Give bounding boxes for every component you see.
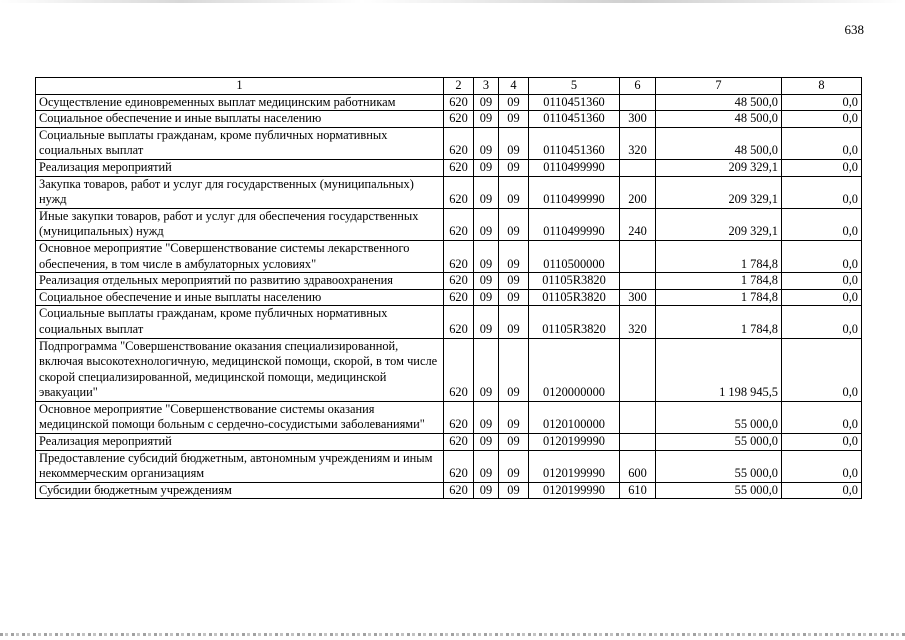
table-row — [36, 450, 862, 482]
cell-subsection: 09 — [499, 289, 529, 306]
cell-ministry-code: 620 — [444, 434, 474, 451]
cell-subsection: 09 — [499, 450, 529, 482]
cell-target-article: 0120199990 — [529, 434, 620, 451]
column-header-7: 7 — [656, 78, 782, 95]
cell-amount-2: 0,0 — [782, 208, 862, 240]
cell-name: Предоставление субсидий бюджетным, автономным учреждениям и иным некоммерческим организациям — [36, 450, 444, 482]
cell-section: 09 — [474, 450, 499, 482]
cell-section: 09 — [474, 401, 499, 433]
cell-section: 09 — [474, 434, 499, 451]
cell-subsection: 09 — [499, 338, 529, 401]
column-header-6: 6 — [620, 78, 656, 95]
cell-expense-type — [620, 159, 656, 176]
cell-expense-type — [620, 338, 656, 401]
cell-target-article: 0110451360 — [529, 127, 620, 159]
cell-name: Социальные выплаты гражданам, кроме публичных нормативных социальных выплат — [36, 127, 444, 159]
cell-amount-2: 0,0 — [782, 240, 862, 272]
table-row — [36, 208, 862, 240]
cell-ministry-code: 620 — [444, 289, 474, 306]
cell-amount: 55 000,0 — [656, 401, 782, 433]
cell-ministry-code: 620 — [444, 273, 474, 290]
cell-amount: 55 000,0 — [656, 434, 782, 451]
scan-edge-bottom — [0, 633, 905, 636]
table-row — [36, 111, 862, 128]
cell-section: 09 — [474, 159, 499, 176]
cell-target-article: 0110499990 — [529, 208, 620, 240]
column-header-8: 8 — [782, 78, 862, 95]
cell-target-article: 0120199990 — [529, 450, 620, 482]
cell-amount: 48 500,0 — [656, 127, 782, 159]
cell-subsection: 09 — [499, 111, 529, 128]
table-row — [36, 159, 862, 176]
cell-subsection: 09 — [499, 306, 529, 338]
cell-subsection: 09 — [499, 94, 529, 111]
cell-name: Закупка товаров, работ и услуг для государственных (муниципальных) нужд — [36, 176, 444, 208]
cell-name: Реализация отдельных мероприятий по развитию здравоохранения — [36, 273, 444, 290]
page-number: 638 — [844, 22, 864, 37]
cell-amount-2: 0,0 — [782, 273, 862, 290]
cell-subsection: 09 — [499, 273, 529, 290]
cell-expense-type: 320 — [620, 127, 656, 159]
cell-expense-type — [620, 273, 656, 290]
scan-edge-top — [0, 0, 905, 3]
cell-amount: 209 329,1 — [656, 159, 782, 176]
cell-expense-type — [620, 94, 656, 111]
cell-amount: 1 784,8 — [656, 240, 782, 272]
cell-target-article: 0110451360 — [529, 111, 620, 128]
budget-table — [35, 77, 862, 499]
cell-ministry-code: 620 — [444, 482, 474, 499]
cell-amount-2: 0,0 — [782, 127, 862, 159]
cell-target-article: 0110499990 — [529, 159, 620, 176]
cell-amount-2: 0,0 — [782, 482, 862, 499]
cell-section: 09 — [474, 482, 499, 499]
cell-amount: 55 000,0 — [656, 482, 782, 499]
cell-subsection: 09 — [499, 482, 529, 499]
cell-amount: 55 000,0 — [656, 450, 782, 482]
cell-subsection: 09 — [499, 434, 529, 451]
cell-amount: 1 784,8 — [656, 273, 782, 290]
cell-section: 09 — [474, 127, 499, 159]
cell-section: 09 — [474, 306, 499, 338]
cell-name: Субсидии бюджетным учреждениям — [36, 482, 444, 499]
cell-ministry-code: 620 — [444, 208, 474, 240]
cell-name: Социальное обеспечение и иные выплаты населению — [36, 289, 444, 306]
cell-amount: 209 329,1 — [656, 176, 782, 208]
table-row — [36, 240, 862, 272]
cell-ministry-code: 620 — [444, 450, 474, 482]
cell-subsection: 09 — [499, 127, 529, 159]
cell-name: Основное мероприятие "Совершенствование системы оказания медицинской помощи больным с сердечно-сосудистыми заболеваниями" — [36, 401, 444, 433]
cell-amount-2: 0,0 — [782, 434, 862, 451]
cell-subsection: 09 — [499, 208, 529, 240]
header-row — [36, 78, 862, 95]
table-row — [36, 289, 862, 306]
cell-name: Основное мероприятие "Совершенствование системы лекарственного обеспечения, в том числе в амбулаторных условиях" — [36, 240, 444, 272]
cell-name: Социальные выплаты гражданам, кроме публичных нормативных социальных выплат — [36, 306, 444, 338]
cell-expense-type: 600 — [620, 450, 656, 482]
cell-target-article: 0110500000 — [529, 240, 620, 272]
cell-expense-type: 200 — [620, 176, 656, 208]
cell-amount-2: 0,0 — [782, 176, 862, 208]
column-header-1: 1 — [36, 78, 444, 95]
cell-ministry-code: 620 — [444, 401, 474, 433]
cell-section: 09 — [474, 111, 499, 128]
cell-amount: 48 500,0 — [656, 111, 782, 128]
table-row — [36, 127, 862, 159]
cell-name: Иные закупки товаров, работ и услуг для обеспечения государственных (муниципальных) нужд — [36, 208, 444, 240]
cell-expense-type — [620, 401, 656, 433]
cell-section: 09 — [474, 208, 499, 240]
column-header-5: 5 — [529, 78, 620, 95]
cell-subsection: 09 — [499, 401, 529, 433]
cell-name: Подпрограмма "Совершенствование оказания специализированной, включая высокотехнологичную, медицинской помощи, скорой, в том числе скорой специализированной, медицинской помощи, медицинской эвакуации" — [36, 338, 444, 401]
cell-expense-type: 300 — [620, 289, 656, 306]
cell-amount-2: 0,0 — [782, 111, 862, 128]
table-row — [36, 338, 862, 401]
cell-ministry-code: 620 — [444, 240, 474, 272]
column-header-3: 3 — [474, 78, 499, 95]
cell-amount-2: 0,0 — [782, 306, 862, 338]
cell-name: Реализация мероприятий — [36, 434, 444, 451]
cell-section: 09 — [474, 289, 499, 306]
budget-table-container — [35, 77, 862, 499]
cell-target-article: 01105R3820 — [529, 289, 620, 306]
cell-subsection: 09 — [499, 159, 529, 176]
table-body — [36, 94, 862, 499]
cell-ministry-code: 620 — [444, 338, 474, 401]
cell-ministry-code: 620 — [444, 306, 474, 338]
cell-section: 09 — [474, 176, 499, 208]
cell-amount: 48 500,0 — [656, 94, 782, 111]
cell-amount-2: 0,0 — [782, 159, 862, 176]
cell-expense-type — [620, 240, 656, 272]
cell-expense-type: 610 — [620, 482, 656, 499]
cell-subsection: 09 — [499, 176, 529, 208]
table-header — [36, 78, 862, 95]
table-row — [36, 306, 862, 338]
cell-name: Реализация мероприятий — [36, 159, 444, 176]
cell-amount-2: 0,0 — [782, 450, 862, 482]
cell-amount: 209 329,1 — [656, 208, 782, 240]
cell-section: 09 — [474, 94, 499, 111]
cell-name: Осуществление единовременных выплат медицинским работникам — [36, 94, 444, 111]
cell-section: 09 — [474, 273, 499, 290]
table-row — [36, 273, 862, 290]
cell-amount-2: 0,0 — [782, 401, 862, 433]
cell-amount-2: 0,0 — [782, 94, 862, 111]
column-header-4: 4 — [499, 78, 529, 95]
cell-target-article: 01105R3820 — [529, 306, 620, 338]
cell-ministry-code: 620 — [444, 159, 474, 176]
cell-target-article: 0120100000 — [529, 401, 620, 433]
cell-expense-type: 300 — [620, 111, 656, 128]
cell-target-article: 0120199990 — [529, 482, 620, 499]
cell-amount-2: 0,0 — [782, 338, 862, 401]
cell-ministry-code: 620 — [444, 127, 474, 159]
cell-target-article: 0110451360 — [529, 94, 620, 111]
cell-subsection: 09 — [499, 240, 529, 272]
cell-expense-type — [620, 434, 656, 451]
column-header-2: 2 — [444, 78, 474, 95]
cell-amount: 1 784,8 — [656, 289, 782, 306]
cell-amount: 1 784,8 — [656, 306, 782, 338]
cell-amount-2: 0,0 — [782, 289, 862, 306]
cell-expense-type: 240 — [620, 208, 656, 240]
cell-target-article: 01105R3820 — [529, 273, 620, 290]
cell-expense-type: 320 — [620, 306, 656, 338]
cell-ministry-code: 620 — [444, 94, 474, 111]
table-row — [36, 434, 862, 451]
cell-name: Социальное обеспечение и иные выплаты населению — [36, 111, 444, 128]
table-row — [36, 94, 862, 111]
cell-target-article: 0110499990 — [529, 176, 620, 208]
cell-amount: 1 198 945,5 — [656, 338, 782, 401]
cell-section: 09 — [474, 338, 499, 401]
table-row — [36, 482, 862, 499]
cell-target-article: 0120000000 — [529, 338, 620, 401]
cell-section: 09 — [474, 240, 499, 272]
table-row — [36, 176, 862, 208]
cell-ministry-code: 620 — [444, 176, 474, 208]
table-row — [36, 401, 862, 433]
cell-ministry-code: 620 — [444, 111, 474, 128]
